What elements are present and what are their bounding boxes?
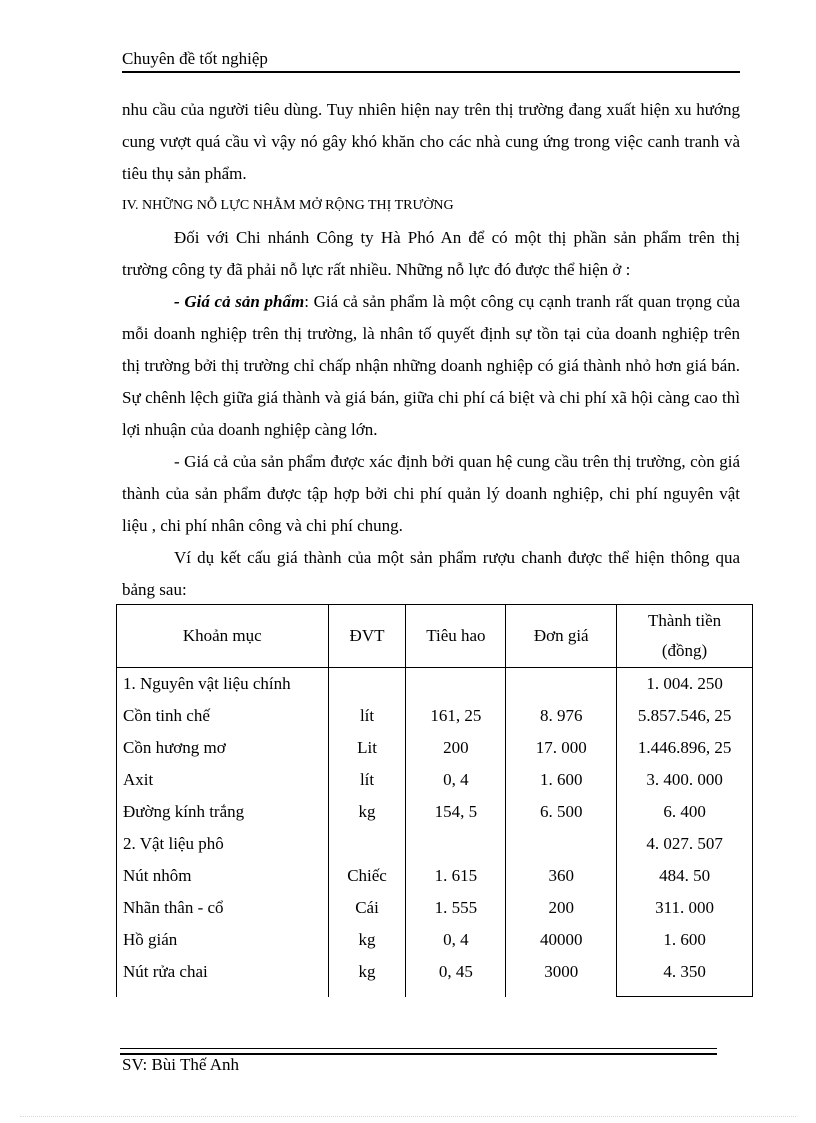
cell-amount: 4. 350 [617, 956, 753, 997]
cost-structure-table [116, 604, 753, 997]
price-paragraph [122, 286, 740, 446]
cell-amount: 4. 027. 507 [617, 828, 753, 860]
cell-unit-price: 1. 600 [506, 764, 617, 796]
cell-item: Nút rửa chai [117, 956, 329, 997]
header-title: Chuyên đề tốt nghiệp [122, 49, 268, 68]
cell-consumption: 0, 4 [406, 924, 506, 956]
table-row [117, 892, 753, 924]
cell-item: 2. Vật liệu phô [117, 828, 329, 860]
table-row [117, 732, 753, 764]
cell-unit-price [506, 668, 617, 701]
section-heading: IV. NHỮNG NỖ LỰC NHẰM MỞ RỘNG THỊ TRƯỜNG [122, 198, 454, 213]
cell-consumption: 154, 5 [406, 796, 506, 828]
header-unit-price: Đơn giá [506, 605, 617, 668]
price-label: - Giá cả sản phẩm [174, 292, 305, 311]
cell-unit-price: 40000 [506, 924, 617, 956]
cell-unit-price: 360 [506, 860, 617, 892]
cell-unit: Cái [328, 892, 406, 924]
price-detail-paragraph: - Giá cả của sản phẩm được xác định bởi quan hệ cung cầu trên thị trường, còn giá thành của sản phẩm được tập hợp bởi chi phí quản lý doanh nghiệp, chi phí nguyên vật liệu , chi phí nhân công và chi phí chung. [122, 452, 740, 535]
table-row [117, 956, 753, 997]
cell-consumption: 0, 4 [406, 764, 506, 796]
header-item: Khoản mục [117, 605, 329, 668]
table-row [117, 924, 753, 956]
cell-amount: 3. 400. 000 [617, 764, 753, 796]
cell-unit-price: 8. 976 [506, 700, 617, 732]
effort-paragraph: Đối với Chi nhánh Công ty Hà Phó An để có một thị phần sản phẩm trên thị trường công ty đã phải nỗ lực rất nhiều. Những nỗ lực đó được thể hiện ở : [122, 228, 740, 279]
cell-unit-price: 200 [506, 892, 617, 924]
cell-amount: 484. 50 [617, 860, 753, 892]
cell-item: 1. Nguyên vật liệu chính [117, 668, 329, 701]
cell-item: Đường kính trắng [117, 796, 329, 828]
cell-unit: kg [328, 956, 406, 997]
cell-amount: 1. 600 [617, 924, 753, 956]
cell-unit-price: 17. 000 [506, 732, 617, 764]
cell-amount: 1.446.896, 25 [617, 732, 753, 764]
price-text: : Giá cả sản phẩm là một công cụ cạnh tranh rất quan trọng của mỗi doanh nghiệp trên thị trường, là nhân tố quyết định sự tồn tại của doanh nghiệp trên thị trường bởi thị trường chỉ chấp nhận những doanh nghiệp có giá thành nhỏ hơn giá bán. Sự chênh lệch giữa giá thành và giá bán, giữa chi phí cá biệt và chi phí xã hội càng cao thì lợi nhuận của doanh nghiệp càng lớn. [122, 292, 740, 439]
header-unit: ĐVT [328, 605, 406, 668]
header-amount-line1: Thành tiền [647, 611, 722, 630]
cell-item: Nhãn thân - cổ [117, 892, 329, 924]
example-paragraph: Ví dụ kết cấu giá thành của một sản phẩm rượu chanh được thể hiện thông qua bảng sau: [122, 548, 740, 599]
cell-unit-price: 3000 [506, 956, 617, 997]
table-row [117, 764, 753, 796]
page-header [122, 48, 740, 73]
table-row [117, 860, 753, 892]
cell-unit-price: 6. 500 [506, 796, 617, 828]
cell-unit: kg [328, 796, 406, 828]
table-row [117, 668, 753, 701]
cell-amount: 5.857.546, 25 [617, 700, 753, 732]
cell-unit: lít [328, 764, 406, 796]
intro-paragraph: nhu cầu của người tiêu dùng. Tuy nhiên hiện nay trên thị trường đang xuất hiện xu hướng cung vượt quá cầu vì vậy nó gây khó khăn cho các nhà cung ứng trong việc canh tranh và tiêu thụ sản phẩm. [122, 100, 740, 183]
cell-consumption: 1. 615 [406, 860, 506, 892]
cell-unit-price [506, 828, 617, 860]
page-edge-divider [20, 1116, 796, 1117]
cell-item: Axit [117, 764, 329, 796]
cell-unit: Chiếc [328, 860, 406, 892]
cell-amount: 6. 400 [617, 796, 753, 828]
table-row [117, 700, 753, 732]
table-row [117, 796, 753, 828]
cell-unit [328, 668, 406, 701]
cell-unit: Lit [328, 732, 406, 764]
cell-consumption [406, 668, 506, 701]
cell-consumption: 161, 25 [406, 700, 506, 732]
cell-item: Hồ gián [117, 924, 329, 956]
cell-consumption: 1. 555 [406, 892, 506, 924]
table-row [117, 828, 753, 860]
cell-amount: 1. 004. 250 [617, 668, 753, 701]
cell-unit: lít [328, 700, 406, 732]
cell-amount: 311. 000 [617, 892, 753, 924]
table-header-row [117, 605, 753, 668]
cell-item: Cồn hương mơ [117, 732, 329, 764]
page-footer [122, 1054, 239, 1076]
cell-item: Nút nhôm [117, 860, 329, 892]
footer-student: SV: Bùi Thế Anh [122, 1055, 239, 1074]
cell-unit [328, 828, 406, 860]
cell-unit: kg [328, 924, 406, 956]
header-consumption: Tiêu hao [406, 605, 506, 668]
header-amount-line2: (đồng) [661, 641, 708, 660]
cell-consumption: 0, 45 [406, 956, 506, 997]
header-amount [617, 605, 753, 668]
document-body [122, 94, 740, 606]
cell-item: Cồn tinh chế [117, 700, 329, 732]
cell-consumption: 200 [406, 732, 506, 764]
cell-consumption [406, 828, 506, 860]
